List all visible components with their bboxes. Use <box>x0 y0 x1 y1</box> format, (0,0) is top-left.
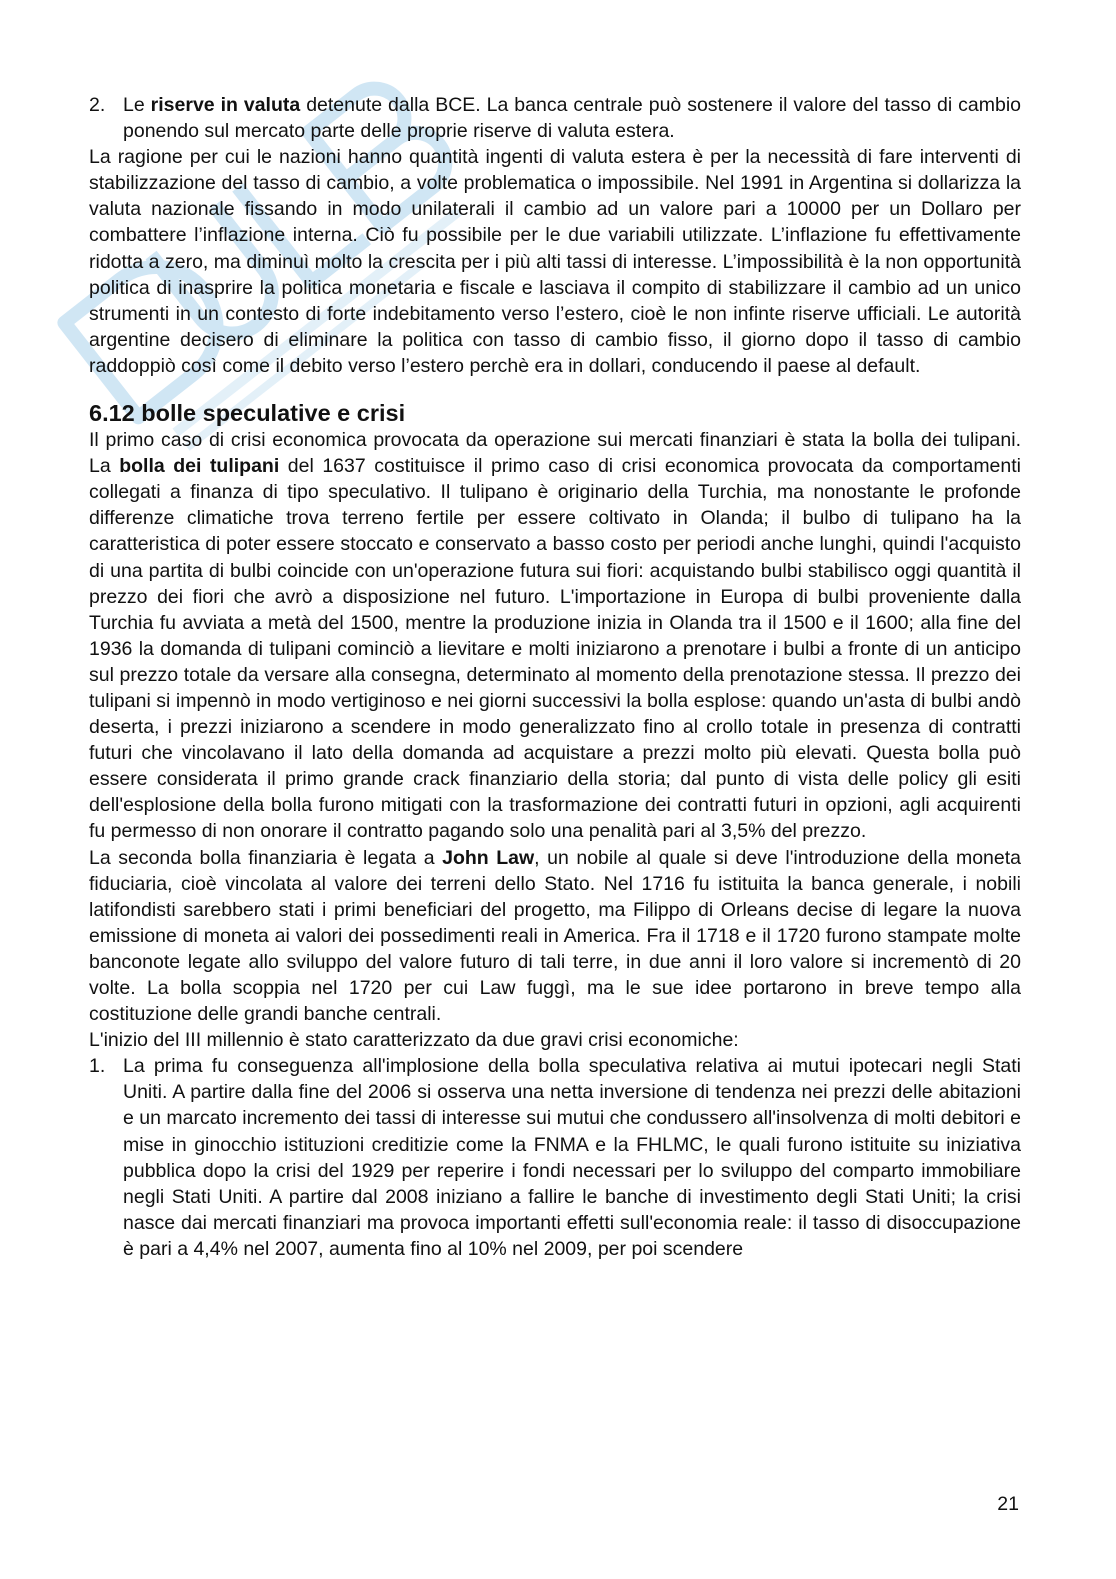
text-run: Le <box>123 94 151 116</box>
text-run: La seconda bolla finanziaria è legata a <box>89 846 443 869</box>
list-item-1 <box>89 1053 1021 1262</box>
bold-term: John Law <box>442 846 535 869</box>
list-item-number: 2. <box>89 94 106 116</box>
paragraph-argentina: La ragione per cui le nazioni hanno quantità ingenti di valuta estera è per la necessità di fare interventi di stabilizzazione del tasso di cambio, a volte problematica o impossibile. Nel 1991 in Argentina si dollarizza la valuta nazionale fissando in modo unilaterali il cambio ad un valore pari a 10000 per un Dollaro per combattere l’inflazione interna. Ciò fu possibile per le due variabili utilizzate. L’inflazione fu effettivamente ridotta a zero, ma diminuì molto la crescita per i più alti tassi di interesse. L’impossibilità è la non opportunità politica di inasprire la politica monetaria e fiscale e lasciava il compito di stabilizzare il cambio ad un unico strumenti in un contesto di forte indebitamento verso l’estero, cioè le non infinte riserve ufficiali. Le autorità argentine decisero di eliminare la politica con tasso di cambio fisso, il giorno dopo il tasso di cambio raddoppiò così come il debito verso l’estero perchè era in dollari, conducendo il paese al default. <box>89 146 1021 377</box>
paragraph-millennio: L'inizio del III millennio è stato caratterizzato da due gravi crisi economiche: <box>89 1029 739 1052</box>
bold-term: riserve in valuta <box>150 94 301 116</box>
text-run: del 1637 costituisce il primo caso di crisi economica provocata da comportamenti collegati a finanza di tipo speculativo. Il tulipano è originario della Turchia, ma nonostante le profonde differenze climatiche trova terreno fertile per essere coltivato in Olanda; il bulbo di tulipano ha la caratteristica di poter essere stoccato e conservato a basso costo per periodi anche lunghi, quindi l'acquisto di una partita di bulbi coincide con un'operazione futura sui fiori: acquistando bulbi stabilisco oggi quantità il prezzo dei fiori che avrò a disposizione nel futuro. L'importazione in Europa di bulbi proveniente dalla Turchia fu avviata a metà del 1500, mentre la produzione inizia in Olanda tra il 1500 e il 1600; alla fine del 1936 la domanda di tulipani cominciò a lievitare e molti iniziarono a prenotare i bulbi a fronte di un anticipo sul prezzo totale da versare alla consegna, determinato al momento della prenotazione stessa. Il prezzo dei tulipani si impennò in modo vertiginoso e nei giorni successivi la bolla esplose: quando un'asta di bulbi andò deserta, i prezzi iniziarono a scendere in modo generalizzato fino al crollo totale in presenza di contratti futuri che vincolavano il lato della domanda ad acquistare a prezzi molto più elevati. Questa bolla può essere considerata il primo grande crack finanziario della storia; dal punto di vista delle policy gli esiti dell'esplosione della bolla furono mitigati con la trasformazione dei contratti futuri in opzioni, agli acquirenti fu permesso di non onorare il contratto pagando solo una penalità pari al 3,5% del prezzo. <box>89 455 1021 843</box>
paragraph-tulipani <box>89 427 1021 845</box>
text-run: , un nobile al quale si deve l'introduzione della moneta fiduciaria, cioè vincolata al valore dei terreni dello Stato. Nel 1716 fu istituita la banca generale, i nobili latifondisti sarebbero stati i primi beneficiari del progetto, ma Filippo di Orleans decise di legare la nuova emissione di moneta ai valori dei possedimenti reali in America. Fra il 1718 e il 1720 furono stampate molte banconote legate allo sviluppo del valore futuro di tali terre, in due anni il loro valore si incrementò di 20 volte. La bolla scoppia nel 1720 per cui Law fuggì, ma le sue idee portarono in breve tempo alla costituzione delle grandi banche centrali. <box>89 846 1021 1026</box>
page-number: 21 <box>997 1493 1019 1515</box>
list-item-text: La prima fu conseguenza all'implosione della bolla speculativa relativa ai mutui ipotecari negli Stati Uniti. A partire dalla fine del 2006 si osserva una netta inversione di tendenza nei prezzi delle abitazioni e un marcato incremento dei tassi di interesse sui mutui che condussero all'insolvenza di molti debitori e mise in ginocchio istituzioni creditizie come la FNMA e la FHLMC, le quali furono istituite su iniziativa pubblica dopo la crisi del 1929 per reperire i fondi necessari per lo sviluppo del comparto immobiliare negli Stati Uniti. A partire dal 2008 iniziano a fallire le banche di investimento degli Stati Uniti; la crisi nasce dai mercati finanziari ma provoca importanti effetti sull'economia reale: il tasso di disoccupazione è pari a 4,4% nel 2007, aumenta fino al 10% nel 2009, per poi scendere <box>123 1055 1021 1260</box>
list-item-number: 1. <box>89 1055 106 1078</box>
section-heading: 6.12 bolle speculative e crisi <box>89 400 406 427</box>
list-item-2 <box>89 92 1021 144</box>
list-item-text <box>123 92 1021 144</box>
page-content <box>89 92 1021 1262</box>
bold-term: bolla dei tulipani <box>119 455 280 478</box>
text-run: Il primo caso di crisi economica provocata da operazione sui mercati finanziari è stata la bolla dei tulipani. La <box>89 429 1021 478</box>
text-run: detenute dalla BCE. La banca centrale può sostenere il valore del tasso di cambio ponendo sul mercato parte delle proprie riserve di valuta estera. <box>123 94 1022 143</box>
paragraph-john-law <box>89 845 1021 1028</box>
